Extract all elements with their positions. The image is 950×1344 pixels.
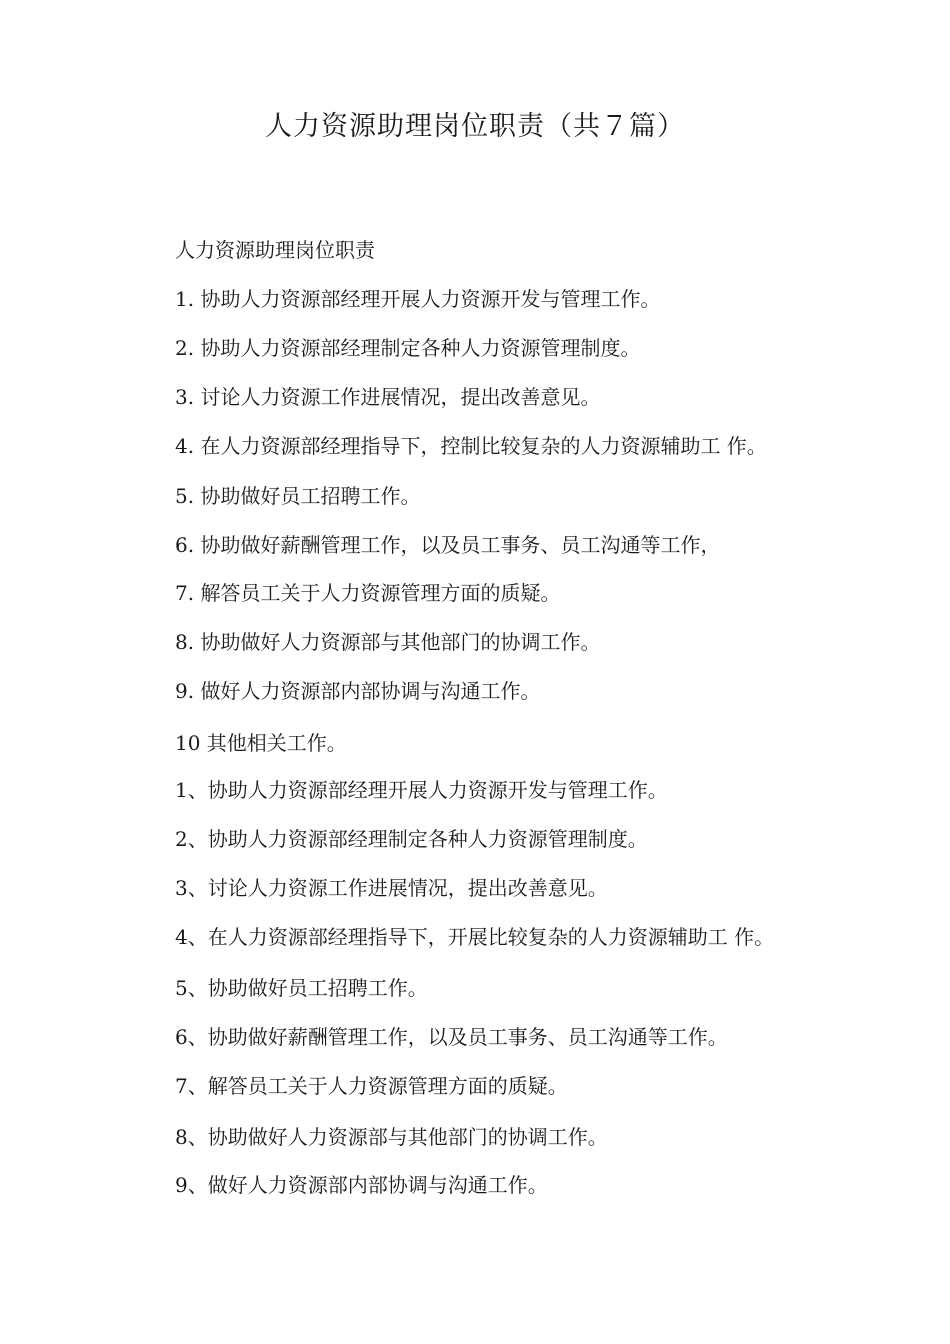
list-item: 8、协助做好人力资源部与其他部门的协调工作。 <box>175 1125 608 1149</box>
list-item: 6、协助做好薪酬管理工作，以及员工事务、员工沟通等工作。 <box>175 1025 728 1049</box>
list-item: 8. 协助做好人力资源部与其他部门的协调工作。 <box>175 630 601 654</box>
list-item: 6. 协助做好薪酬管理工作，以及员工事务、员工沟通等工作， <box>175 533 721 557</box>
list-item: 7、解答员工关于人力资源管理方面的质疑。 <box>175 1074 568 1098</box>
section-heading: 人力资源助理岗位职责 <box>175 238 375 262</box>
list-item: 2. 协助人力资源部经理制定各种人力资源管理制度。 <box>175 336 641 360</box>
list-item: 1、协助人力资源部经理开展人力资源开发与管理工作。 <box>175 778 668 802</box>
list-item: 7. 解答员工关于人力资源管理方面的质疑。 <box>175 581 561 605</box>
list-item: 3、讨论人力资源工作进展情况，提出改善意见。 <box>175 876 608 900</box>
list-item: 5. 协助做好员工招聘工作。 <box>175 484 421 508</box>
document-title: 人力资源助理岗位职责（共７篇） <box>265 111 685 142</box>
list-item: 3. 讨论人力资源工作进展情况，提出改善意见。 <box>175 385 601 409</box>
list-item: 9. 做好人力资源部内部协调与沟通工作。 <box>175 679 541 703</box>
list-item: 4、在人力资源部经理指导下，开展比较复杂的人力资源辅助工 作。 <box>175 925 775 949</box>
list-item: 10 其他相关工作。 <box>175 731 347 755</box>
list-item: 2、协助人力资源部经理制定各种人力资源管理制度。 <box>175 827 648 851</box>
list-item: 5、协助做好员工招聘工作。 <box>175 976 428 1000</box>
list-item: 4. 在人力资源部经理指导下，控制比较复杂的人力资源辅助工 作。 <box>175 434 767 458</box>
list-item: 9、做好人力资源部内部协调与沟通工作。 <box>175 1173 548 1197</box>
list-item: 1. 协助人力资源部经理开展人力资源开发与管理工作。 <box>175 287 661 311</box>
